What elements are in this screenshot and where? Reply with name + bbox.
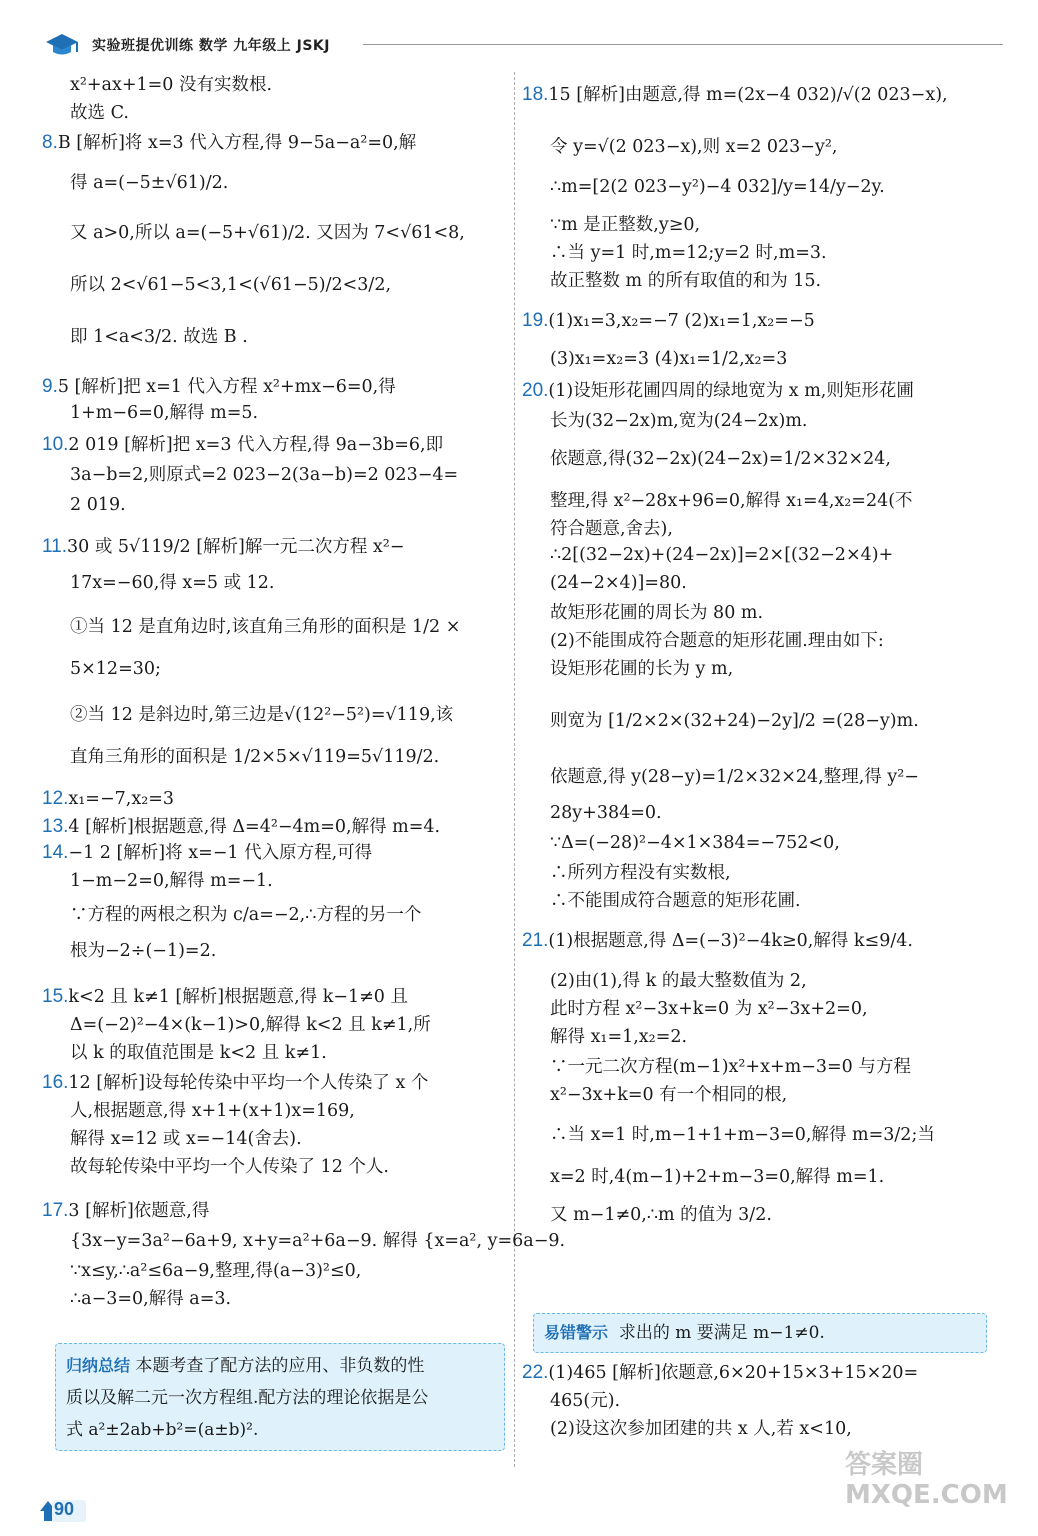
answer-line — [550, 654, 733, 684]
line-text: 5 [解析]把 x=1 代入方程 x²+mx−6=0,得 — [57, 377, 396, 397]
answer-line — [550, 798, 662, 828]
line-text: 人,根据题意,得 x+1+(x+1)x=169, — [70, 1101, 355, 1121]
line-text: ①当 12 是直角边时,该直角三角形的面积是 1/2 × — [70, 617, 461, 637]
column-divider — [514, 72, 515, 1467]
answer-line — [550, 1022, 687, 1052]
line-text: 依题意,得 y(28−y)=1/2×32×24,整理,得 y²− — [550, 767, 919, 787]
line-text: −1 2 [解析]将 x=−1 代入原方程,可得 — [68, 843, 373, 863]
question-line — [522, 1358, 918, 1388]
answer-line — [550, 706, 919, 736]
answer-line — [70, 1226, 565, 1256]
line-text: (2)设这次参加团建的共 x 人,若 x<10, — [550, 1419, 852, 1439]
line-text: 4 [解析]根据题意,得 Δ=4²−4m=0,解得 m=4. — [68, 817, 441, 837]
answer-line — [550, 994, 868, 1024]
page-number-badge — [40, 1497, 86, 1523]
answer-line — [70, 900, 421, 930]
line-text: (24−2×4)]=80. — [550, 573, 687, 593]
line-text: (3)x₁=x₂=3 (4)x₁=1/2,x₂=3 — [550, 349, 788, 369]
answer-line — [550, 762, 919, 792]
question-line — [42, 1068, 428, 1098]
answer-line — [70, 654, 161, 684]
line-text: 故矩形花圃的周长为 80 m. — [550, 603, 764, 623]
warning-box — [533, 1313, 987, 1353]
line-text: (1)设矩形花圃四周的绿地宽为 x m,则矩形花圃 — [548, 381, 914, 401]
line-text: ∵m 是正整数,y≥0, — [550, 215, 701, 235]
line-text: 即 1<a<3/2. 故选 B . — [70, 327, 248, 347]
line-text: 令 y=√(2 023−x),则 x=2 023−y², — [550, 137, 838, 157]
line-text: ∵一元二次方程(m−1)x²+x+m−3=0 与方程 — [550, 1057, 911, 1077]
warning-box-title: 易错警示 — [544, 1323, 609, 1342]
line-text: x=2 时,4(m−1)+2+m−3=0,解得 m=1. — [550, 1167, 885, 1187]
header-rule — [363, 44, 1003, 45]
answer-line — [70, 460, 458, 490]
summary-box-title: 归纳总结 — [66, 1356, 131, 1375]
answer-line — [550, 238, 827, 268]
line-text: 故每轮传染中平均一个人传染了 12 个人. — [70, 1157, 389, 1177]
answer-line — [550, 344, 787, 374]
line-text: 15 [解析]由题意,得 m=(2x−4 032)/√(2 023−x), — [548, 85, 948, 105]
line-text: 根为−2÷(−1)=2. — [70, 941, 217, 961]
line-text: 解得 x₁=1,x₂=2. — [550, 1027, 688, 1047]
line-text: 解得 x=12 或 x=−14(舍去). — [70, 1129, 302, 1149]
line-text: 符合题意,舍去), — [550, 519, 673, 539]
question-line — [42, 982, 408, 1012]
answer-line — [70, 936, 216, 966]
warning-text: 求出的 m 要满足 m−1≠0. — [618, 1323, 825, 1343]
watermark: 答案圈 MXQE.COM — [845, 1450, 1008, 1510]
line-text: ∴2[(32−2x)+(24−2x)]=2×[(32−2×4)+ — [550, 545, 894, 565]
answer-line — [550, 886, 801, 916]
line-text: 整理,得 x²−28x+96=0,解得 x₁=4,x₂=24(不 — [550, 491, 913, 511]
line-text: 又 a>0,所以 a=(−5+√61)/2. 又因为 7<√61<8, — [70, 223, 465, 243]
question-line — [42, 430, 443, 460]
answer-line — [550, 210, 700, 240]
question-line — [42, 532, 404, 562]
answer-line — [550, 1120, 935, 1150]
answer-line — [70, 866, 273, 896]
answer-line — [550, 598, 763, 628]
line-text: 465(元). — [550, 1391, 621, 1411]
answer-line — [70, 1010, 431, 1040]
header-title: 实验班提优训练 数学 九年级上 JSKJ — [92, 38, 330, 54]
line-text: 1+m−6=0,解得 m=5. — [70, 403, 259, 423]
question-number: 9. — [42, 376, 58, 397]
line-text: 长为(32−2x)m,宽为(24−2x)m. — [550, 411, 808, 431]
answer-line — [70, 322, 248, 352]
summary-line: 本题考查了配方法的应用、非负数的性 — [135, 1356, 425, 1376]
line-text: B [解析]将 x=3 代入方程,得 9−5a−a²=0,解 — [57, 133, 417, 153]
line-text: 则宽为 [1/2×2×(32+24)−2y]/2 =(28−y)m. — [550, 711, 919, 731]
question-number: 15. — [42, 986, 69, 1007]
question-line — [42, 838, 372, 868]
answer-line — [70, 70, 272, 100]
question-line — [42, 784, 174, 814]
line-text: 直角三角形的面积是 1/2×5×√119=5√119/2. — [70, 747, 440, 767]
line-text: (2)不能围成符合题意的矩形花圃.理由如下: — [550, 631, 884, 651]
answer-line — [550, 626, 884, 656]
answer-line — [70, 1256, 361, 1286]
answer-line — [70, 490, 126, 520]
answer-line — [70, 568, 274, 598]
summary-line: 式 a²±2ab+b²=(a±b)². — [66, 1420, 259, 1440]
line-text: 故正整数 m 的所有取值的和为 15. — [550, 271, 822, 291]
answer-line — [70, 270, 391, 300]
answer-line — [550, 1080, 787, 1110]
page-number: 90 — [54, 1499, 75, 1519]
question-number: 14. — [42, 842, 69, 863]
answer-line — [550, 406, 808, 436]
line-text: ∴当 y=1 时,m=12;y=2 时,m=3. — [550, 243, 827, 263]
answer-line — [70, 742, 439, 772]
answer-line — [550, 132, 837, 162]
answer-line — [70, 1124, 302, 1154]
answer-line — [70, 1284, 231, 1314]
answer-line — [70, 218, 465, 248]
question-number: 10. — [42, 434, 69, 455]
line-text: ∴m=[2(2 023−y²)−4 032]/y=14/y−2y. — [550, 177, 885, 197]
question-line — [522, 926, 913, 956]
answer-line — [550, 966, 807, 996]
line-text: ∵方程的两根之积为 c/a=−2,∴方程的另一个 — [70, 905, 422, 925]
line-text: x²+ax+1=0 没有实数根. — [70, 75, 273, 95]
answer-line — [70, 398, 258, 428]
line-text: 12 [解析]设每轮传染中平均一个人传染了 x 个 — [68, 1073, 429, 1093]
line-text: {3x−y=3a²−6a+9, x+y=a²+6a−9. 解得 {x=a², y=6a−9. — [70, 1231, 566, 1251]
answer-line — [550, 172, 885, 202]
answer-line — [70, 1152, 389, 1182]
answer-line — [70, 1038, 327, 1068]
answer-line — [550, 568, 687, 598]
page-header — [38, 28, 998, 62]
line-text: 以 k 的取值范围是 k<2 且 k≠1. — [70, 1043, 327, 1063]
question-line — [42, 1196, 209, 1226]
line-text: ∴不能围成符合题意的矩形花圃. — [550, 891, 801, 911]
question-number: 11. — [42, 536, 68, 557]
question-number: 8. — [42, 132, 58, 153]
answer-line — [70, 700, 453, 730]
question-number: 13. — [42, 816, 69, 837]
line-text: 故选 C. — [70, 103, 129, 123]
line-text: Δ=(−2)²−4×(k−1)>0,解得 k<2 且 k≠1,所 — [70, 1015, 431, 1035]
line-text: (2)由(1),得 k 的最大整数值为 2, — [550, 971, 807, 991]
question-number: 21. — [522, 930, 549, 951]
answer-line — [550, 1200, 772, 1230]
line-text: 30 或 5√119/2 [解析]解一元二次方程 x²− — [67, 537, 405, 557]
line-text: 得 a=(−5±√61)/2. — [70, 173, 229, 193]
question-line — [522, 376, 914, 406]
answer-line — [550, 266, 821, 296]
line-text: ∴所列方程没有实数根, — [550, 863, 731, 883]
question-line — [522, 80, 948, 110]
line-text: x₁=−7,x₂=3 — [68, 789, 175, 809]
line-text: 2 019. — [70, 495, 126, 515]
line-text: 17x=−60,得 x=5 或 12. — [70, 573, 275, 593]
line-text: ∴当 x=1 时,m−1+1+m−3=0,解得 m=3/2;当 — [550, 1125, 935, 1145]
question-number: 16. — [42, 1072, 69, 1093]
question-number: 17. — [42, 1200, 69, 1221]
line-text: 此时方程 x²−3x+k=0 为 x²−3x+2=0, — [550, 999, 868, 1019]
answer-line — [70, 98, 129, 128]
line-text: ∵x≤y,∴a²≤6a−9,整理,得(a−3)²≤0, — [70, 1261, 362, 1281]
line-text: x²−3x+k=0 有一个相同的根, — [550, 1085, 788, 1105]
line-text: (1)根据题意,得 Δ=(−3)²−4k≥0,解得 k≤9/4. — [548, 931, 913, 951]
answer-line — [550, 1386, 620, 1416]
question-number: 12. — [42, 788, 69, 809]
question-number: 18. — [522, 84, 549, 105]
answer-line — [550, 858, 731, 888]
line-text: ∴a−3=0,解得 a=3. — [70, 1289, 232, 1309]
summary-box — [55, 1343, 505, 1451]
line-text: 设矩形花圃的长为 y m, — [550, 659, 734, 679]
line-text: (1)465 [解析]依题意,6×20+15×3+15×20= — [548, 1363, 919, 1383]
line-text: 依题意,得(32−2x)(24−2x)=1/2×32×24, — [550, 449, 891, 469]
question-line — [42, 128, 416, 158]
line-text: 3 [解析]依题意,得 — [68, 1201, 210, 1221]
answer-line — [70, 612, 460, 642]
line-text: 3a−b=2,则原式=2 023−2(3a−b)=2 023−4= — [70, 465, 459, 485]
line-text: 2 019 [解析]把 x=3 代入方程,得 9a−3b=6,即 — [68, 435, 444, 455]
line-text: ∵Δ=(−28)²−4×1×384=−752<0, — [550, 833, 840, 853]
line-text: 28y+384=0. — [550, 803, 662, 823]
question-line — [522, 306, 815, 336]
line-text: 1−m−2=0,解得 m=−1. — [70, 871, 273, 891]
line-text: 5×12=30; — [70, 659, 161, 679]
line-text: (1)x₁=3,x₂=−7 (2)x₁=1,x₂=−5 — [548, 311, 815, 331]
line-text: ②当 12 是斜边时,第三边是√(12²−5²)=√119,该 — [70, 705, 454, 725]
answer-line — [550, 1162, 884, 1192]
answer-line — [70, 168, 228, 198]
summary-line: 质以及解二元一次方程组.配方法的理论依据是公 — [66, 1388, 429, 1408]
question-number: 22. — [522, 1362, 549, 1383]
question-number: 20. — [522, 380, 549, 401]
answer-line — [550, 1052, 911, 1082]
answer-line — [550, 828, 840, 858]
line-text: k<2 且 k≠1 [解析]根据题意,得 k−1≠0 且 — [68, 987, 408, 1007]
question-number: 19. — [522, 310, 549, 331]
answer-line — [70, 1096, 355, 1126]
answer-line — [550, 444, 891, 474]
answer-line — [550, 540, 893, 570]
graduation-cap-icon — [44, 30, 80, 58]
answer-line — [550, 486, 913, 516]
answer-line — [550, 1414, 852, 1444]
line-text: 所以 2<√61−5<3,1<(√61−5)/2<3/2, — [70, 275, 392, 295]
line-text: 又 m−1≠0,∴m 的值为 3/2. — [550, 1205, 772, 1225]
